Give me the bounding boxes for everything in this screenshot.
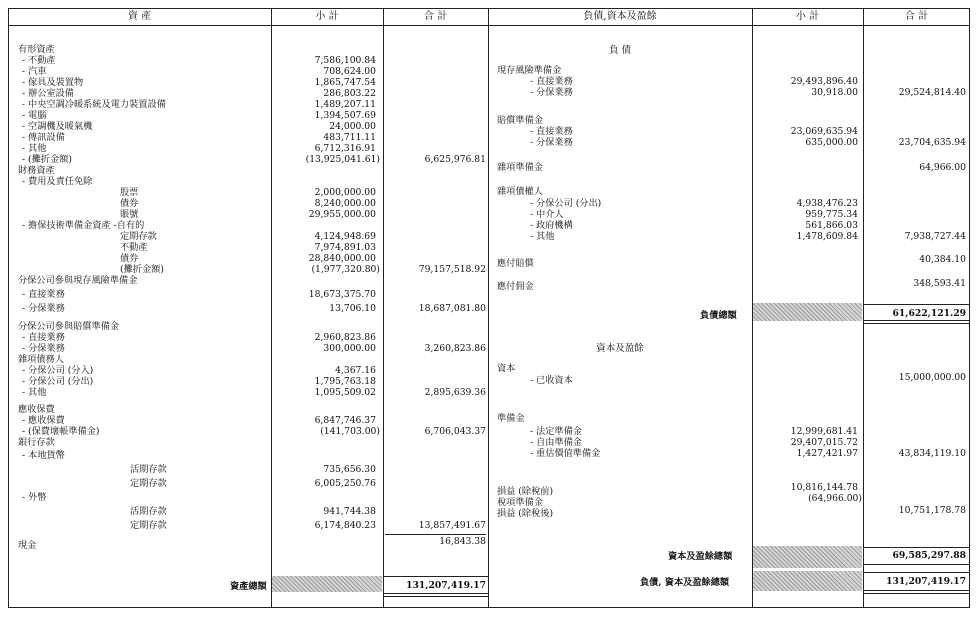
col-divider [383,8,384,608]
shaded-cell [272,576,382,592]
asset-label: - 其他 [22,387,47,398]
assets-grand-total: 131,207,419.17 [406,580,486,591]
shaded-cell [753,546,862,568]
liab-subtotal: 29,493,896.40 [790,76,858,87]
shaded-cell [753,571,862,591]
asset-subtotal: 6,712,316.91 [314,143,376,154]
col-divider [271,8,272,608]
liab-label: 賠償準備金 [497,115,543,126]
asset-subtotal: 24,000.00 [329,121,376,132]
liab-label: 雜項債權人 [497,186,543,197]
asset-label: 現金 [18,540,37,551]
capital-heading: 資本及盈餘 [596,343,644,354]
asset-label: - 直接業務 [22,332,65,343]
asset-label: - 分保公司 (分出) [22,376,94,387]
asset-label: 活期存款 [130,464,167,475]
liab-subtotal: 1,478,609.84 [796,231,858,242]
liab-subtotal: 12,999,681.41 [790,426,858,437]
liab-label: - 其他 [530,231,555,242]
liab-total: 40,384.10 [919,254,966,265]
double-underline [384,593,488,594]
liab-total: 23,704,635.94 [898,137,966,148]
header-liabilities: 負債,資本及盈餘 [488,8,752,26]
asset-total: 6,625,976.81 [424,154,486,165]
asset-label: 定期存款 [130,520,167,531]
asset-label: - 不動產 [22,55,56,66]
liab-subtotal: 4,938,476.23 [796,198,858,209]
liab-subtotal: 30,918.00 [811,87,858,98]
sum-line [864,304,970,305]
asset-subtotal: 29,955,000.00 [308,209,376,220]
asset-label: 分保公司參與現存風險準備金 [18,275,138,286]
liab-total: 348,593.41 [913,278,966,289]
asset-label: - 傳訊設備 [22,132,65,143]
liab-subtotal: 1,427,421.97 [796,448,858,459]
asset-subtotal: 2,960,823.86 [314,332,376,343]
asset-subtotal: 7,974,891.03 [314,242,376,253]
liab-label: 應付佣金 [497,281,534,292]
liab-subtotal: 561,866.03 [805,220,858,231]
asset-label: 有形資產 [18,44,55,55]
asset-label: - 汽車 [22,66,47,77]
liab-label: - 重估價值準備金 [530,448,601,459]
liab-total: 15,000,000.00 [898,372,966,383]
header-subtotal-left: 小 計 [271,8,383,26]
asset-total: 16,843.38 [439,536,486,547]
col-divider [488,8,489,608]
liab-label: 資本 [497,363,516,374]
double-underline [864,323,970,324]
asset-subtotal: 6,005,250.76 [314,478,376,489]
asset-total: 18,687,081.80 [418,303,486,314]
liabilities-total: 61,622,121.29 [892,308,966,319]
asset-label: - (保費壞帳準備金) [22,426,100,437]
asset-label: - 應收保費 [22,415,65,426]
asset-label: 不動產 [120,242,148,253]
asset-label: - 分保業務 [22,343,65,354]
double-underline [864,593,970,594]
liab-label: - 分保公司 (分出) [530,198,602,209]
sum-line [385,534,486,535]
asset-label: - 擔保技術準備金資產 -自有的 [22,220,145,231]
asset-label: - 分保業務 [22,303,65,314]
liabilities-heading: 負 債 [608,45,632,56]
liab-label: - 分保業務 [530,137,573,148]
header-total-right: 合 計 [863,8,970,26]
asset-subtotal: 941,744.38 [323,506,376,517]
liab-label: 應付賠償 [497,258,534,269]
asset-label: - 直接業務 [22,289,65,300]
liab-total: 29,524,814.40 [898,87,966,98]
asset-label: 賬號 [120,209,139,220]
shaded-cell [753,303,862,321]
liab-subtotal: 10,816,144.78 [790,482,858,493]
header-total-left: 合 計 [383,8,488,26]
col-divider [863,8,864,608]
asset-subtotal: 6,847,746.37 [314,415,376,426]
liab-label: 損益 (除稅前) [497,486,554,497]
asset-label: - 本地貨幣 [22,450,65,461]
asset-subtotal: 300,000.00 [323,343,376,354]
asset-subtotal: 1,795,763.18 [314,376,376,387]
asset-label: - 分保公司 (分入) [22,365,94,376]
liab-label: - 直接業務 [530,76,573,87]
asset-subtotal: 7,586,100.84 [314,55,376,66]
header-assets: 資 產 [8,8,271,26]
sum-line [864,547,970,548]
asset-total: 79,157,518.92 [418,264,486,275]
asset-label: - (攤折金額) [22,154,72,165]
double-underline [864,564,970,565]
sum-line [864,572,970,573]
liab-label: - 法定準備金 [530,426,582,437]
double-underline [864,320,970,321]
asset-label: 銀行存款 [18,437,55,448]
grand-total-label: 負債, 資本及盈餘總額 [640,577,730,588]
double-underline [384,596,488,597]
double-underline [864,590,970,591]
asset-subtotal: 708,624.00 [323,66,376,77]
liab-total: 43,834,119.10 [898,448,966,459]
liabilities-total-label: 負債總額 [700,310,737,321]
asset-label: - 其他 [22,143,47,154]
asset-subtotal: 1,095,509.02 [314,387,376,398]
liab-label: - 直接業務 [530,126,573,137]
asset-subtotal: 13,706.10 [329,303,376,314]
asset-total: 2,895,639.36 [424,387,486,398]
asset-subtotal: 8,240,000.00 [314,198,376,209]
liab-subtotal: (64,966.00) [808,493,862,504]
liab-subtotal: 959,775.34 [805,209,858,220]
asset-label: - 中央空調冷暖系統及電力裝置設備 [22,99,166,110]
capital-surplus-total: 69,585,297.88 [892,550,966,561]
asset-label: 應收保費 [18,404,55,415]
liab-subtotal: 23,069,635.94 [790,126,858,137]
asset-label: - 外幣 [22,492,47,503]
liab-subtotal: 635,000.00 [805,137,858,148]
asset-subtotal: 4,124,948.69 [314,231,376,242]
asset-label: - 費用及責任免除 [22,176,93,187]
asset-label: 定期存款 [120,231,157,242]
asset-label: 股票 [120,187,139,198]
asset-subtotal: (1,977,320.80) [311,264,380,275]
asset-subtotal: 2,000,000.00 [314,187,376,198]
asset-total: 6,706,043.37 [424,426,486,437]
liab-total: 64,966.00 [919,162,966,173]
liab-label: 現存風險準備金 [497,65,562,76]
asset-label: 分保公司參與賠償準備金 [18,321,120,332]
asset-subtotal: 1,865,747.54 [314,77,376,88]
liab-label: 準備金 [497,413,525,424]
liab-subtotal: 29,407,015.72 [790,437,858,448]
asset-label: - 傢具及裝置物 [22,77,84,88]
liab-label: - 已收資本 [530,375,573,386]
asset-label: - 空調機及暖氣機 [22,121,93,132]
asset-label: 活期存款 [130,506,167,517]
asset-label: (攤折金額) [120,264,164,275]
asset-label: 財務資產 [18,165,55,176]
asset-subtotal: 735,656.30 [323,464,376,475]
asset-label: 雜項債務人 [18,354,64,365]
asset-subtotal: (141,703.00) [320,426,380,437]
liab-label: - 分保業務 [530,87,573,98]
asset-label: 債券 [120,198,139,209]
asset-label: - 電腦 [22,110,47,121]
liab-label: - 自由準備金 [530,437,582,448]
sum-line [384,576,488,577]
liabilities-capital-grand-total: 131,207,419.17 [886,576,966,587]
liab-total: 10,751,178.78 [898,505,966,516]
asset-subtotal: 4,367.16 [335,365,376,376]
liab-label: 稅項準備金 [497,497,543,508]
liab-total: 7,938,727.44 [904,231,966,242]
header-subtotal-right: 小 計 [752,8,863,26]
liab-label: 損益 (除稅後) [497,508,554,519]
asset-subtotal: 18,673,375.70 [308,289,376,300]
assets-total-label: 資產總額 [230,581,267,592]
asset-subtotal: 6,174,840.23 [314,520,376,531]
asset-total: 3,260,823.86 [424,343,486,354]
asset-label: 債券 [120,253,139,264]
asset-subtotal: 286,803.22 [323,88,376,99]
liab-label: - 中介人 [530,209,564,220]
capital-total-label: 資本及盈餘總額 [668,551,733,562]
asset-subtotal: 483,711.11 [323,132,376,143]
asset-subtotal: 1,489,207.11 [314,99,376,110]
asset-total: 13,857,491.67 [418,520,486,531]
asset-subtotal: 1,394,507.69 [314,110,376,121]
asset-label: 定期存款 [130,478,167,489]
asset-label: - 辦公室設備 [22,88,74,99]
asset-subtotal: 28,840,000.00 [308,253,376,264]
liab-label: 雜項準備金 [497,162,543,173]
asset-subtotal: (13,925,041.61) [305,154,380,165]
liab-label: - 政府機構 [530,220,573,231]
